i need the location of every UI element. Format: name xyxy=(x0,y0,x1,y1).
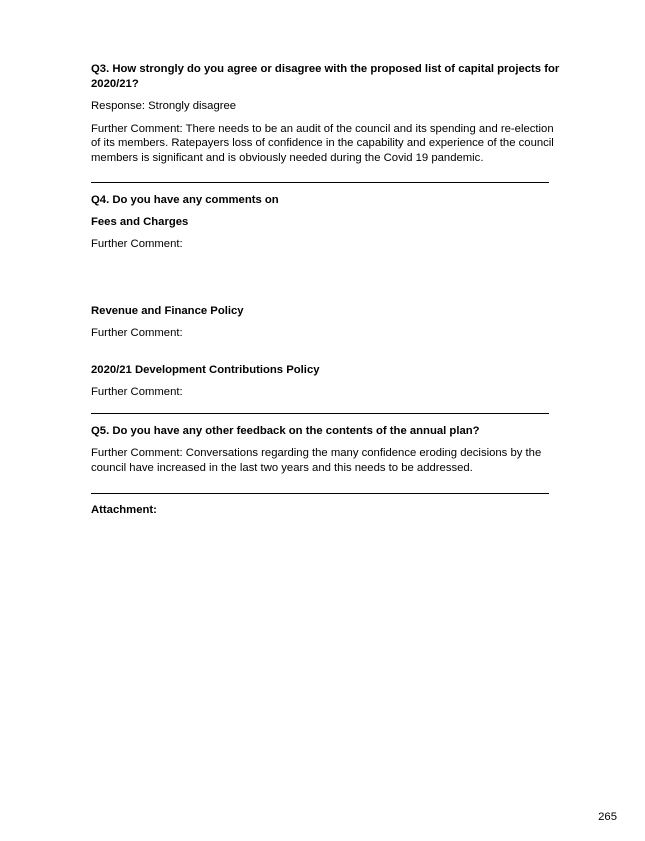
development-contributions-heading: 2020/21 Development Contributions Policy xyxy=(91,363,320,376)
fees-and-charges-heading: Fees and Charges xyxy=(91,215,189,228)
q5-comment: Further Comment: Conversations regarding the many confidence eroding decisions by the council have increased in the last two years and this needs to be addressed. xyxy=(91,447,542,474)
q3-heading: Q3. How strongly do you agree or disagree with the proposed list of capital projects for 2020/21? xyxy=(91,63,560,90)
revenue-finance-policy-heading: Revenue and Finance Policy xyxy=(91,304,244,317)
divider xyxy=(91,182,549,183)
q5-heading: Q5. Do you have any other feedback on the contents of the annual plan? xyxy=(91,424,480,437)
q3-response: Response: Strongly disagree xyxy=(91,100,237,112)
q4-heading: Q4. Do you have any comments on xyxy=(91,194,279,206)
q3-comment: Further Comment: There needs to be an audit of the council and its spending and re-election of its members. Ratepayers loss of confidence in the capability and experience of the council members is significant and is obviously needed during the Covid 19 pandemic. xyxy=(91,122,554,164)
document-body xyxy=(91,62,566,518)
revenue-finance-policy-comment: Further Comment: xyxy=(91,327,183,339)
divider xyxy=(91,493,549,494)
fees-and-charges-comment: Further Comment: xyxy=(91,238,183,250)
divider xyxy=(91,413,549,414)
attachment-label: Attachment: xyxy=(91,504,157,516)
development-contributions-comment: Further Comment: xyxy=(91,386,183,398)
page-number: 265 xyxy=(598,811,617,823)
